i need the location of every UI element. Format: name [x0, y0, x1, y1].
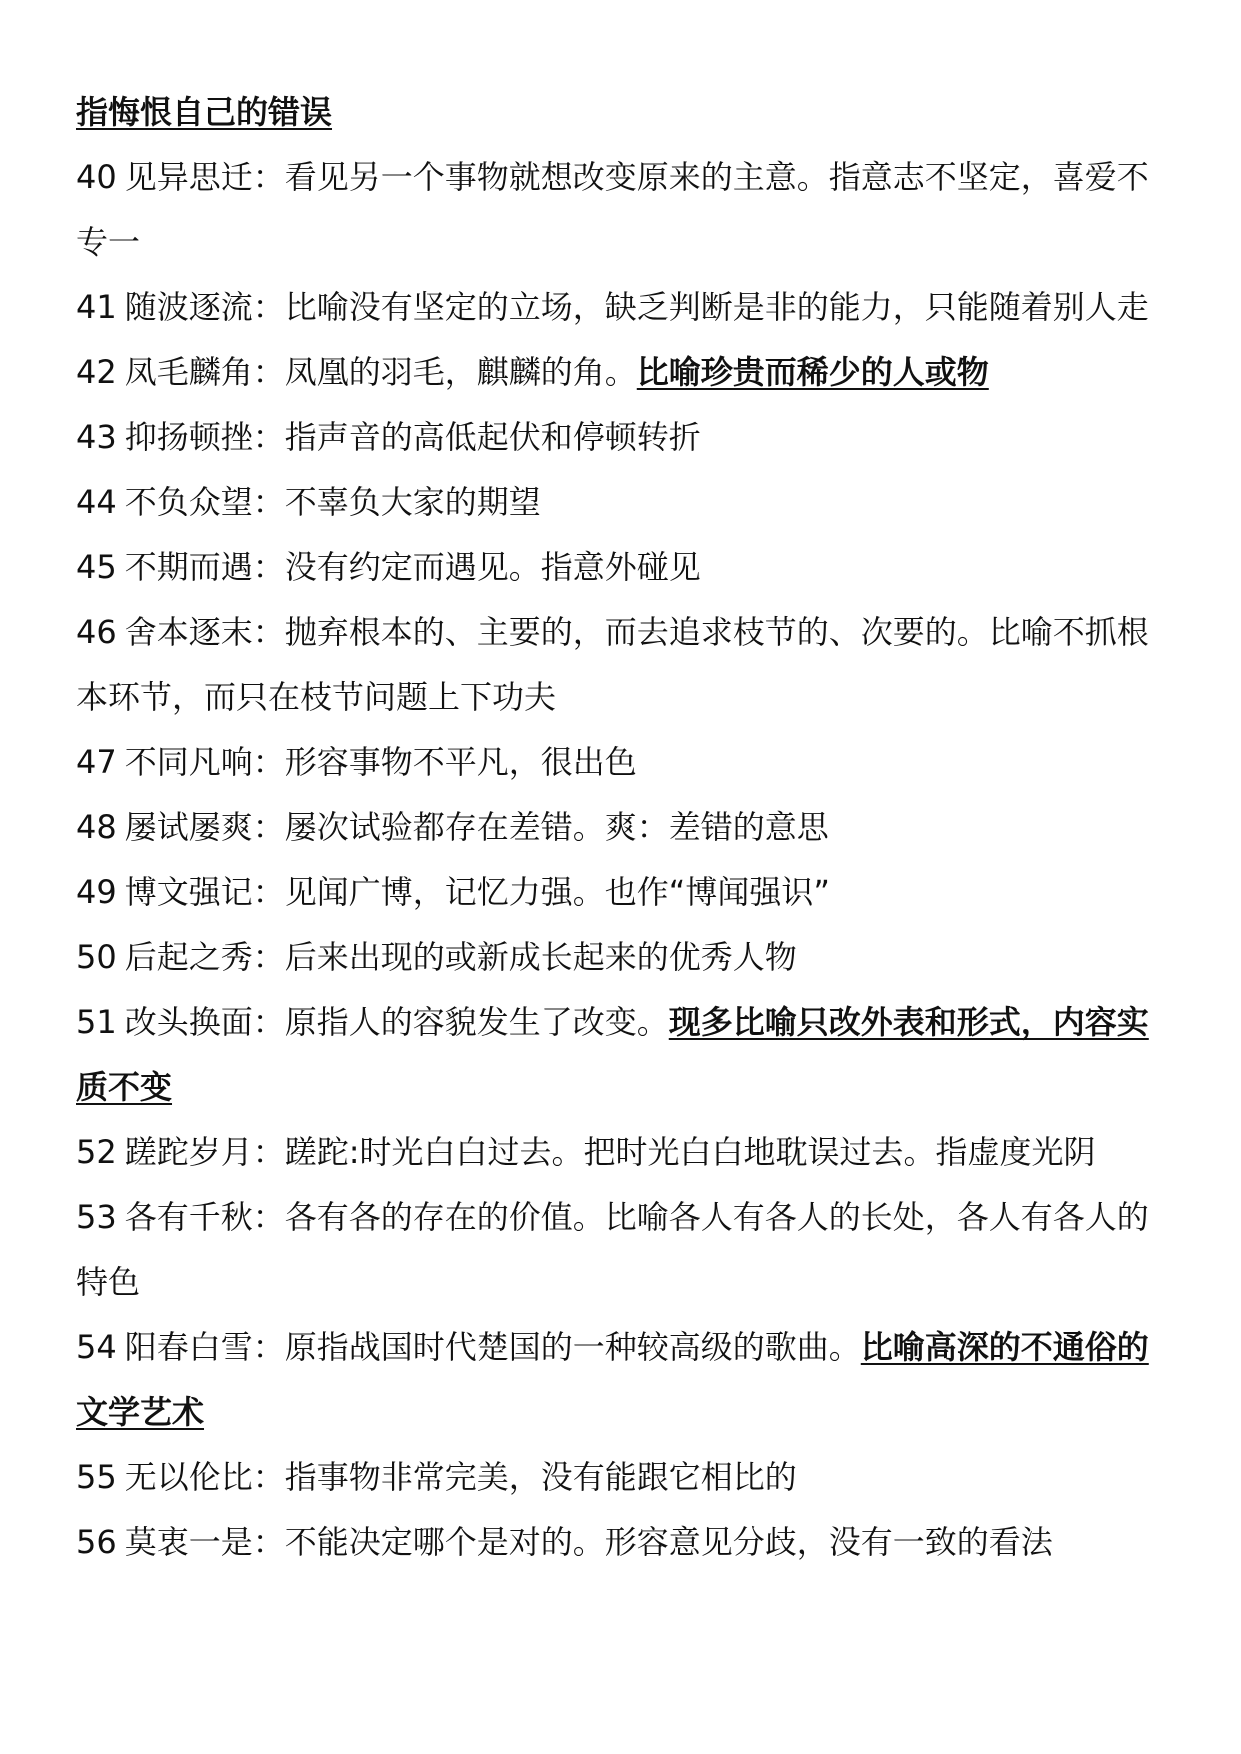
entry-number: 43 — [76, 418, 117, 456]
idiom-explanation: 原指战国时代楚国的一种较高级的歌曲。 — [284, 1328, 861, 1366]
separator: ： — [252, 418, 285, 456]
entry-number: 40 — [76, 158, 117, 196]
separator: ： — [252, 158, 285, 196]
idiom-entry — [76, 925, 1171, 990]
entry-number: 47 — [76, 743, 117, 781]
idiom-list — [76, 80, 1171, 1575]
idiom-term: 后起之秀 — [124, 938, 253, 976]
idiom-term: 凤毛麟角 — [124, 353, 253, 391]
separator: ： — [252, 288, 285, 326]
entry-number: 42 — [76, 353, 117, 391]
separator: ： — [252, 743, 285, 781]
separator: ： — [252, 1133, 285, 1171]
separator: ： — [252, 353, 285, 391]
idiom-entry — [76, 1185, 1171, 1315]
entry-number: 41 — [76, 288, 117, 326]
separator: ： — [252, 1198, 285, 1236]
idiom-term: 改头换面 — [124, 1003, 253, 1041]
idiom-term: 莫衷一是 — [124, 1523, 253, 1561]
separator: ： — [252, 938, 285, 976]
idiom-explanation: 形容事物不平凡，很出色 — [284, 743, 637, 781]
idiom-explanation: 见闻广博，记忆力强。也作“博闻强识” — [284, 873, 830, 911]
emphasized-explanation: 比喻珍贵而稀少的人或物 — [636, 353, 989, 391]
separator: ： — [252, 808, 285, 846]
idiom-entry — [76, 80, 1171, 145]
separator: ： — [252, 873, 285, 911]
idiom-explanation: 比喻没有坚定的立场，缺乏判断是非的能力，只能随着别人走 — [284, 288, 1149, 326]
separator: ： — [252, 1523, 285, 1561]
entry-number: 49 — [76, 873, 117, 911]
idiom-term: 不期而遇 — [124, 548, 253, 586]
emphasized-explanation: 指悔恨自己的错误 — [76, 93, 333, 131]
separator: ： — [252, 1328, 285, 1366]
entry-number: 50 — [76, 938, 117, 976]
entry-number: 44 — [76, 483, 117, 521]
idiom-term: 无以伦比 — [124, 1458, 253, 1496]
idiom-term: 舍本逐末 — [124, 613, 253, 651]
separator: ： — [252, 548, 285, 586]
entry-number: 55 — [76, 1458, 117, 1496]
idiom-entry — [76, 1120, 1171, 1185]
separator: ： — [252, 613, 285, 651]
entry-number: 56 — [76, 1523, 117, 1561]
separator: ： — [252, 483, 285, 521]
idiom-explanation: 各有各的存在的价值。比喻各人有各人的长处，各人有各人的特色 — [76, 1198, 1149, 1301]
separator: ： — [252, 1458, 285, 1496]
emphasized-explanation: 现多比喻只改外表和形式，内容实质不变 — [76, 1003, 1149, 1106]
idiom-entry — [76, 470, 1171, 535]
idiom-term: 博文强记 — [124, 873, 253, 911]
entry-number: 53 — [76, 1198, 117, 1236]
idiom-explanation: 指事物非常完美，没有能跟它相比的 — [284, 1458, 797, 1496]
idiom-term: 不负众望 — [124, 483, 253, 521]
idiom-entry — [76, 405, 1171, 470]
idiom-entry — [76, 600, 1171, 730]
idiom-term: 随波逐流 — [124, 288, 253, 326]
idiom-explanation: 凤凰的羽毛，麒麟的角。 — [284, 353, 637, 391]
idiom-explanation: 指声音的高低起伏和停顿转折 — [284, 418, 701, 456]
idiom-term: 阳春白雪 — [124, 1328, 253, 1366]
idiom-explanation: 蹉跎:时光白白过去。把时光白白地耽误过去。指虚度光阴 — [284, 1133, 1096, 1171]
entry-number: 52 — [76, 1133, 117, 1171]
idiom-term: 见异思迁 — [124, 158, 253, 196]
idiom-entry — [76, 340, 1171, 405]
idiom-explanation: 看见另一个事物就想改变原来的主意。指意志不坚定，喜爱不专一 — [76, 158, 1149, 261]
idiom-term: 抑扬顿挫 — [124, 418, 253, 456]
idiom-term: 不同凡响 — [124, 743, 253, 781]
idiom-explanation: 不辜负大家的期望 — [284, 483, 541, 521]
entry-number: 51 — [76, 1003, 117, 1041]
idiom-explanation: 后来出现的或新成长起来的优秀人物 — [284, 938, 797, 976]
idiom-term: 屡试屡爽 — [124, 808, 253, 846]
idiom-entry — [76, 1445, 1171, 1510]
entry-number: 48 — [76, 808, 117, 846]
idiom-explanation: 原指人的容貌发生了改变。 — [284, 1003, 669, 1041]
idiom-term: 各有千秋 — [124, 1198, 253, 1236]
idiom-entry — [76, 1315, 1171, 1445]
idiom-entry — [76, 145, 1171, 275]
idiom-entry — [76, 1510, 1171, 1575]
idiom-entry — [76, 990, 1171, 1120]
idiom-explanation: 抛弃根本的、主要的，而去追求枝节的、次要的。比喻不抓根本环节，而只在枝节问题上下功夫 — [76, 613, 1149, 716]
idiom-term: 蹉跎岁月 — [124, 1133, 253, 1171]
idiom-entry — [76, 730, 1171, 795]
idiom-entry — [76, 535, 1171, 600]
idiom-entry — [76, 795, 1171, 860]
separator: ： — [252, 1003, 285, 1041]
idiom-explanation: 屡次试验都存在差错。爽：差错的意思 — [284, 808, 829, 846]
idiom-explanation: 没有约定而遇见。指意外碰见 — [284, 548, 701, 586]
idiom-entry — [76, 275, 1171, 340]
entry-number: 46 — [76, 613, 117, 651]
entry-number: 45 — [76, 548, 117, 586]
idiom-entry — [76, 860, 1171, 925]
emphasized-explanation: 比喻高深的不通俗的文学艺术 — [76, 1328, 1149, 1431]
entry-number: 54 — [76, 1328, 117, 1366]
idiom-explanation: 不能决定哪个是对的。形容意见分歧，没有一致的看法 — [284, 1523, 1053, 1561]
